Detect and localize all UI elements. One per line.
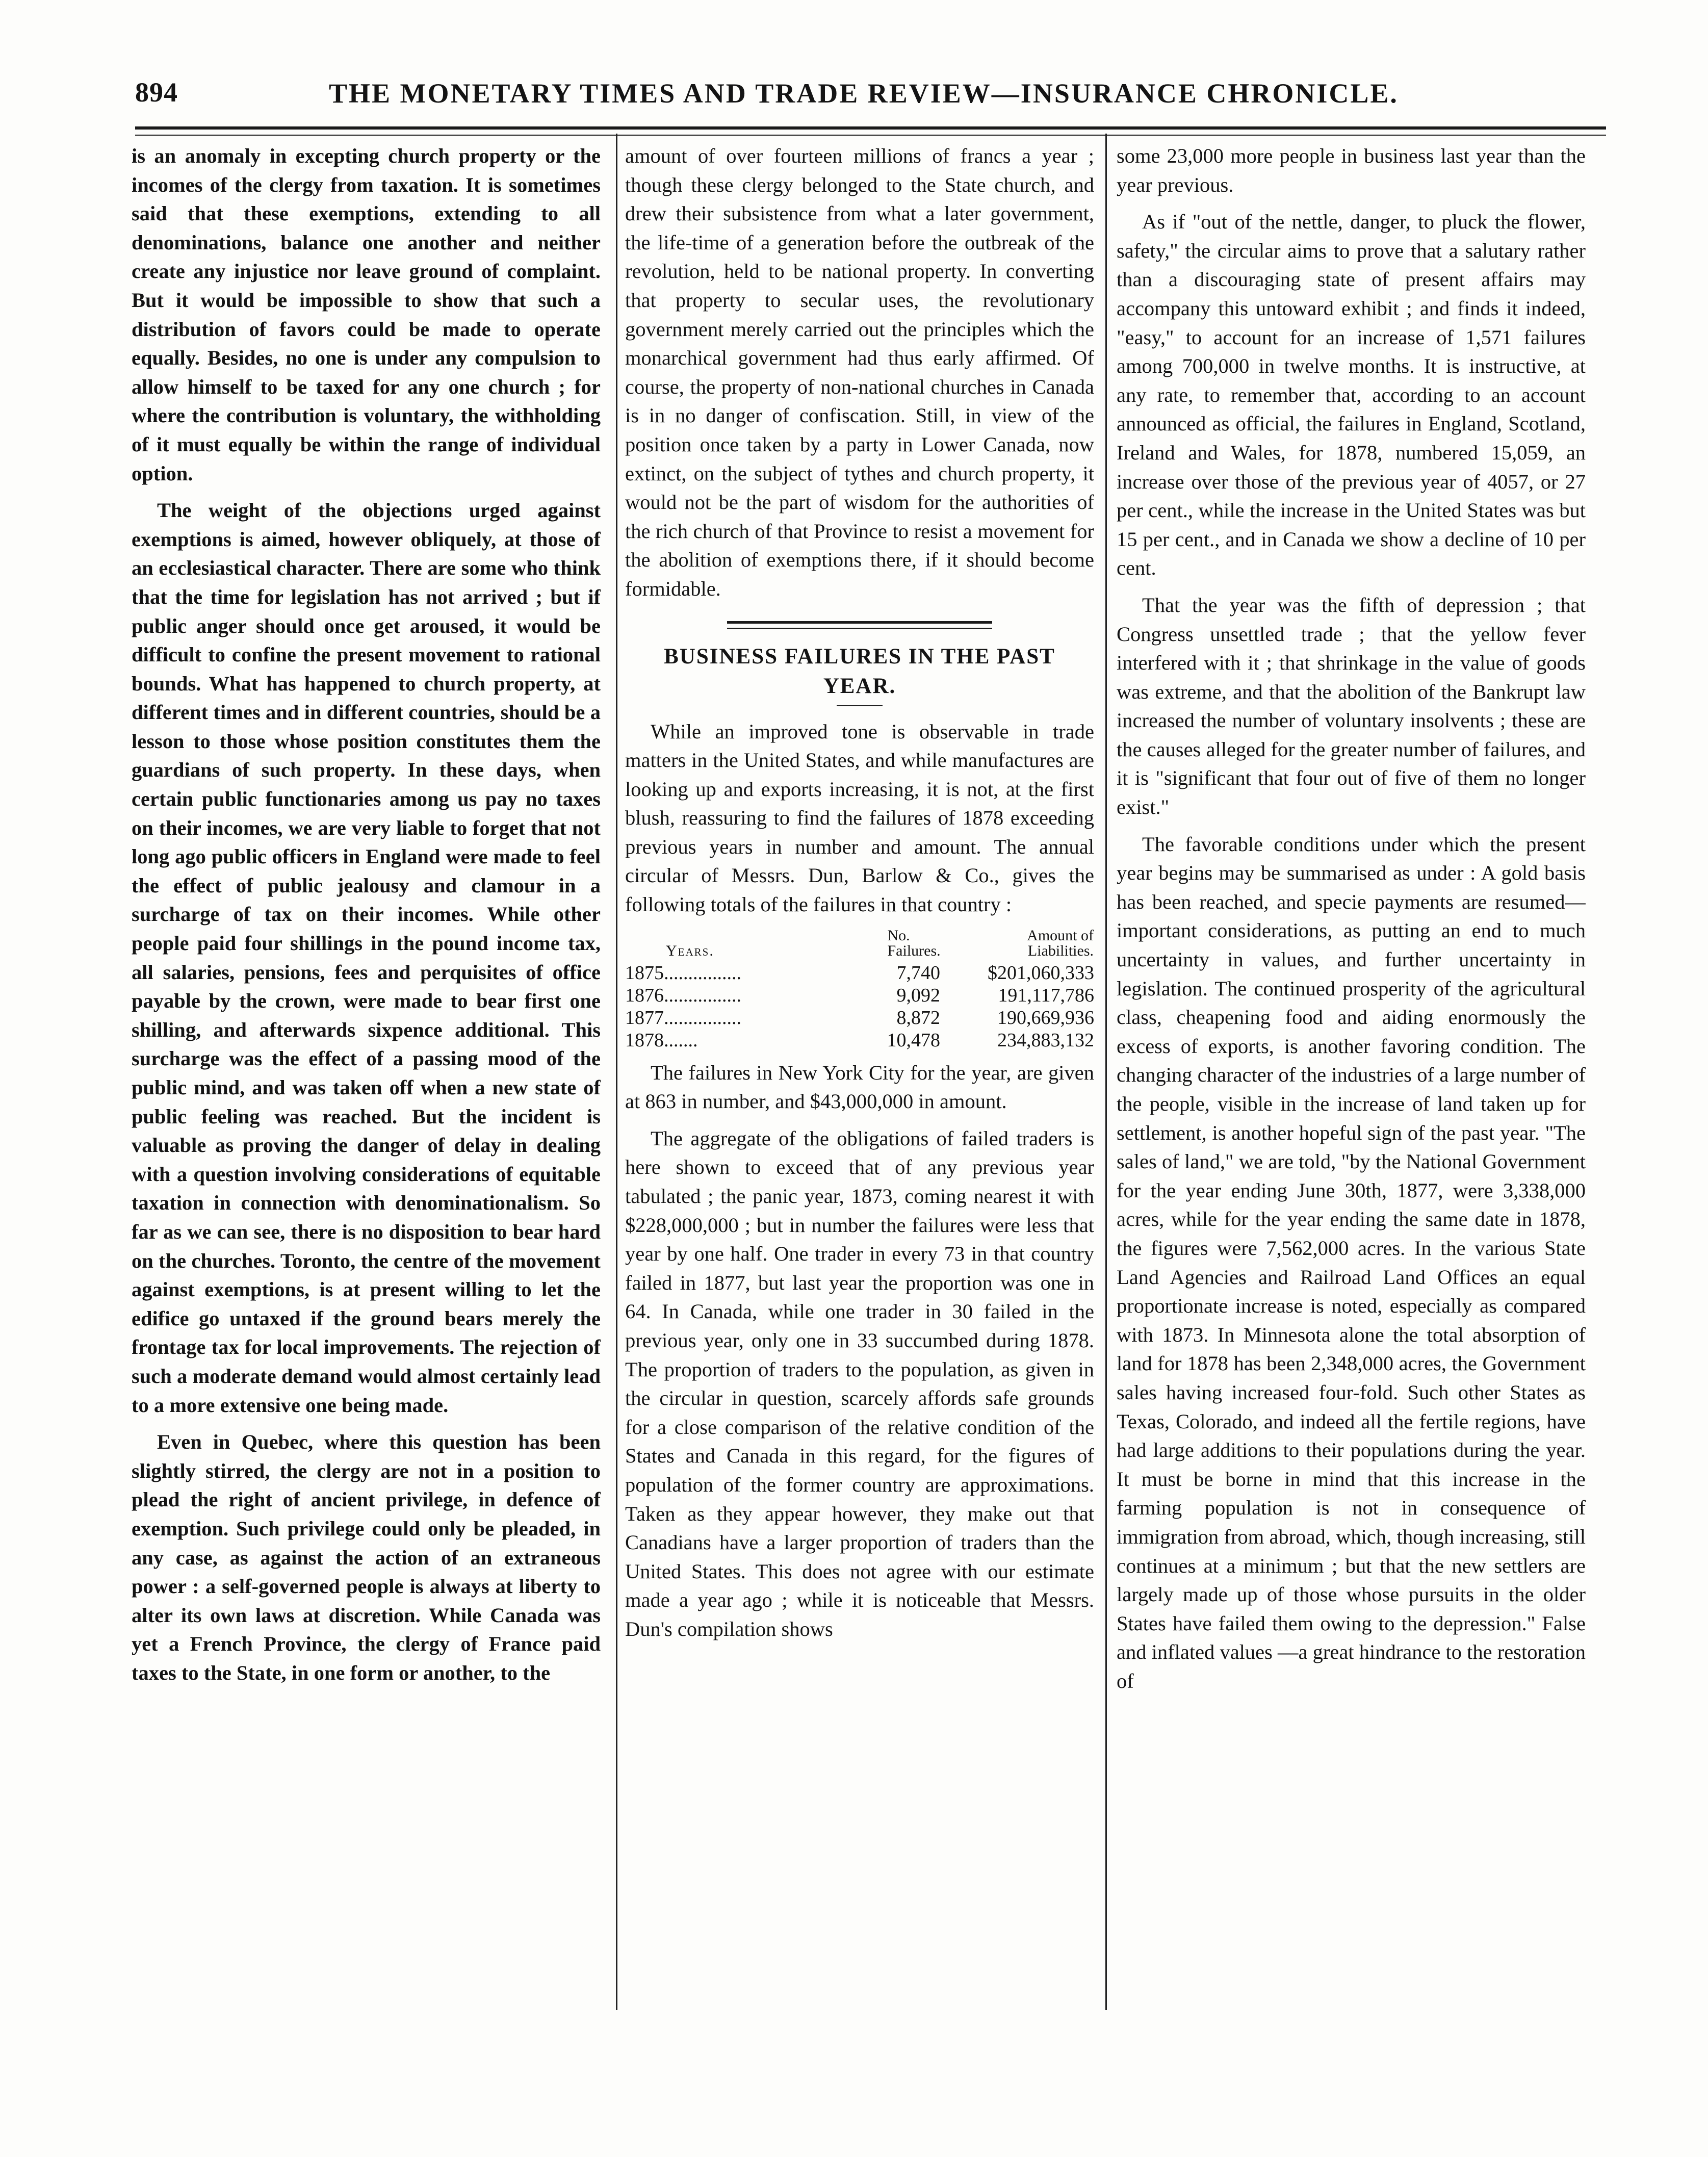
paragraph: As if "out of the nettle, danger, to pluck the flower, safety," the circular aims to prove that a salutary rather than a discouraging state of present affairs may accompany this untoward exhibit ; and finds it indeed, "easy," to account for an increase of 1,571 failures among 700,000 in twelve months. It is instructive, at any rate, to remember that, according to an account announced as official, the failures in England, Scotland, Ireland and Wales, for 1878, numbered 15,059, an increase over those of the previous year of 4057, or 27 per cent., while the increase in the United States was but 15 per cent., and in Canada we show a decline of 10 per cent.	[1117, 210, 1586, 580]
column-1	[132, 142, 601, 2023]
paragraph: Even in Quebec, where this question has been slightly stirred, the clergy are not in a position to plead the right of ancient privilege, in defence of exemption. Such privilege could only be pleaded, in any case, as against the action of an extraneous power : a self-governed people is always at liberty to alter its own laws at discretion. While Canada was yet a French Province, the clergy of France paid taxes to the State, in one form or another, to the	[132, 1430, 601, 1684]
table-row	[625, 1029, 1094, 1051]
cell-year: 1877................	[625, 1007, 741, 1029]
column-2	[625, 142, 1094, 2023]
paragraph: some 23,000 more people in business last year than the year previous.	[1117, 144, 1586, 196]
cell-year: 1875................	[625, 962, 741, 984]
cell-failures: 7,740	[896, 962, 940, 984]
cell-amount: 191,117,786	[998, 984, 1094, 1006]
cell-amount: 190,669,936	[997, 1007, 1094, 1029]
table-row	[625, 1007, 1094, 1029]
heading-rule	[837, 705, 883, 706]
table-row	[625, 984, 1094, 1007]
cell-failures: 8,872	[896, 1007, 940, 1029]
table-header-years: Years.	[666, 942, 714, 959]
column-divider	[616, 134, 617, 2010]
column-divider	[1105, 134, 1107, 2010]
table-header-amount: Amount of Liabilities.	[1027, 927, 1094, 959]
paragraph: The weight of the objections urged against exemptions is aimed, however obliquely, at those of an ecclesiastical character. There are some who think that the time for legislation has not arrived ; but if public anger should once get aroused, it would be difficult to confine the present movement to rational bounds. What has happened to church property, at different times and in different countries, should be a lesson to those whose position constitutes them the guardians of such property. In these days, when certain public functionaries among us pay no taxes on their incomes, we are very liable to forget that not long ago public officers in England were made to feel the effect of public jealousy and clamour in a surcharge of tax on their incomes. While other people paid four shillings in the pound income tax, all salaries, pensions, fees and perquisites of office payable by the crown, were made to bear first one shilling, and afterwards sixpence additional. This surcharge was the effect of a passing mood of the public mind, and was taken off when a new state of public feeling was reached. But the incident is valuable as proving the danger of delay in dealing with a question involving considerations of equitable taxation in connection with denominationalism. So far as we can see, there is no disposition to bear hard on the churches. Toronto, the centre of the movement against exemptions, is at present willing to let the edifice go untaxed if the ground bears merely the frontage tax for local improvements. The rejection of such a moderate demand would almost certainly lead to a more extensive one being made.	[132, 499, 601, 1417]
cell-year: 1878.......	[625, 1029, 698, 1051]
cell-amount: 234,883,132	[997, 1029, 1094, 1051]
cell-failures: 10,478	[887, 1029, 940, 1051]
page-number: 894	[135, 77, 178, 108]
table-header-failures: No. Failures.	[887, 927, 941, 959]
paragraph: That the year was the fifth of depression ; that Congress unsettled trade ; that the yellow fever interfered with it ; that shrinkage in the value of goods was extreme, and that the abolition of the Bankrupt law increased the number of voluntary insolvents ; these are the causes alleged for the greater number of failures, and it is "significant that four out of five of them no longer exist."	[1117, 593, 1586, 819]
paragraph: The failures in New York City for the year, are given at 863 in number, and $43,000,000 in amount.	[625, 1061, 1094, 1113]
cell-failures: 9,092	[896, 984, 940, 1006]
header-rule	[135, 126, 1606, 136]
failures-table	[625, 928, 1094, 1051]
page-header	[135, 76, 1603, 122]
running-title: THE MONETARY TIMES AND TRADE REVIEW—INSURANCE CHRONICLE.	[329, 78, 1399, 109]
paragraph: amount of over fourteen millions of francs a year ; though these clergy belonged to the State church, and drew their subsistence from what a later government, the life-time of a generation before the outbreak of the revolution, held to be national property. In converting that property to secular uses, the revolutionary government merely carried out the principles which the monarchical government had thus early affirmed. Of course, the property of non-national churches in Canada is in no danger of confiscation. Still, in view of the position once taken by a party in Lower Canada, now extinct, on the subject of tythes and church property, it would not be the part of wisdom for the authorities of the rich church of that Province to resist a movement for the abolition of exemptions there, if it should become formidable.	[625, 144, 1094, 600]
table-row	[625, 962, 1094, 984]
cell-amount: $201,060,333	[988, 962, 1094, 984]
paragraph: The aggregate of the obligations of failed traders is here shown to exceed that of any previous year tabulated ; the panic year, 1873, coming nearest it with $228,000,000 ; but in number the failures were less that year by one half. One trader in every 73 in that country failed in 1877, but last year the proportion was one in 64. In Canada, while one trader in 30 failed in the previous year, only one in 33 succumbed during 1878. The proportion of traders to the population, as given in the circular in question, scarcely affords safe grounds for a close comparison of the relative condition of the States and Canada in this regard, for the figures of population of the former country are approximations. Taken as they appear however, they make out that Canadians have a larger proportion of traders than the United States. This does not agree with our estimate made a year ago ; while it is noticeable that Messrs. Dun's compilation shows	[625, 1126, 1094, 1640]
column-3	[1117, 142, 1586, 2023]
paragraph: is an anomaly in excepting church property or the incomes of the clergy from taxation. It is sometimes said that these exemptions, extending to all denominations, balance one another and neither create any injustice nor leave ground of complaint. But it would be impossible to show that such a distribution of favors could be made to operate equally. Besides, no one is under any compulsion to allow himself to be taxed for any one church ; for where the contribution is voluntary, the withholding of it must equally be within the range of individual option.	[132, 144, 601, 485]
cell-year: 1876................	[625, 984, 741, 1006]
paragraph: While an improved tone is observable in trade matters in the United States, and while manufactures are looking up and exports increasing, it is not, at the first blush, reassuring to find the failures of 1878 exceeding previous years in number and amount. The annual circular of Messrs. Dun, Barlow & Co., gives the following totals of the failures in that country :	[625, 720, 1094, 916]
article-heading: BUSINESS FAILURES IN THE PAST YEAR.	[664, 644, 1055, 698]
section-divider	[727, 621, 992, 629]
paragraph: The favorable conditions under which the present year begins may be summarised as under : A gold basis has been reached, and specie payments are resumed—important considerations, as putting an end to much uncertainty in values, and further uncertainty in legislation. The continued prosperity of the agricultural class, cheapening food and aiding enormously the excess of exports, is another favoring condition. The changing character of the industries of a large number of the people, visible in the increase of land taken up for settlement, is another hopeful sign of the past year. "The sales of land," we are told, "by the National Government for the year ending June 30th, 1877, were 3,338,000 acres, while for the year ending the same date in 1878, the figures were 7,562,000 acres. In the various State Land Agencies and Railroad Land Offices an equal proportionate increase is noted, especially as compared with 1873. In Minnesota alone the total absorption of land for 1878 has been 2,348,000 acres, the Government sales having increased four-fold. Such other States as Texas, Colorado, and indeed all the fertile regions, have had large additions to their populations during the year. It must be borne in mind that this increase in the farming population is not in consequence of immigration from abroad, which, though increasing, still continues at a minimum ; but that the new settlers are largely made up of those whose pursuits in the older States have failed them owing to the depression." False and inflated values —a great hindrance to the restoration of	[1117, 832, 1586, 1692]
